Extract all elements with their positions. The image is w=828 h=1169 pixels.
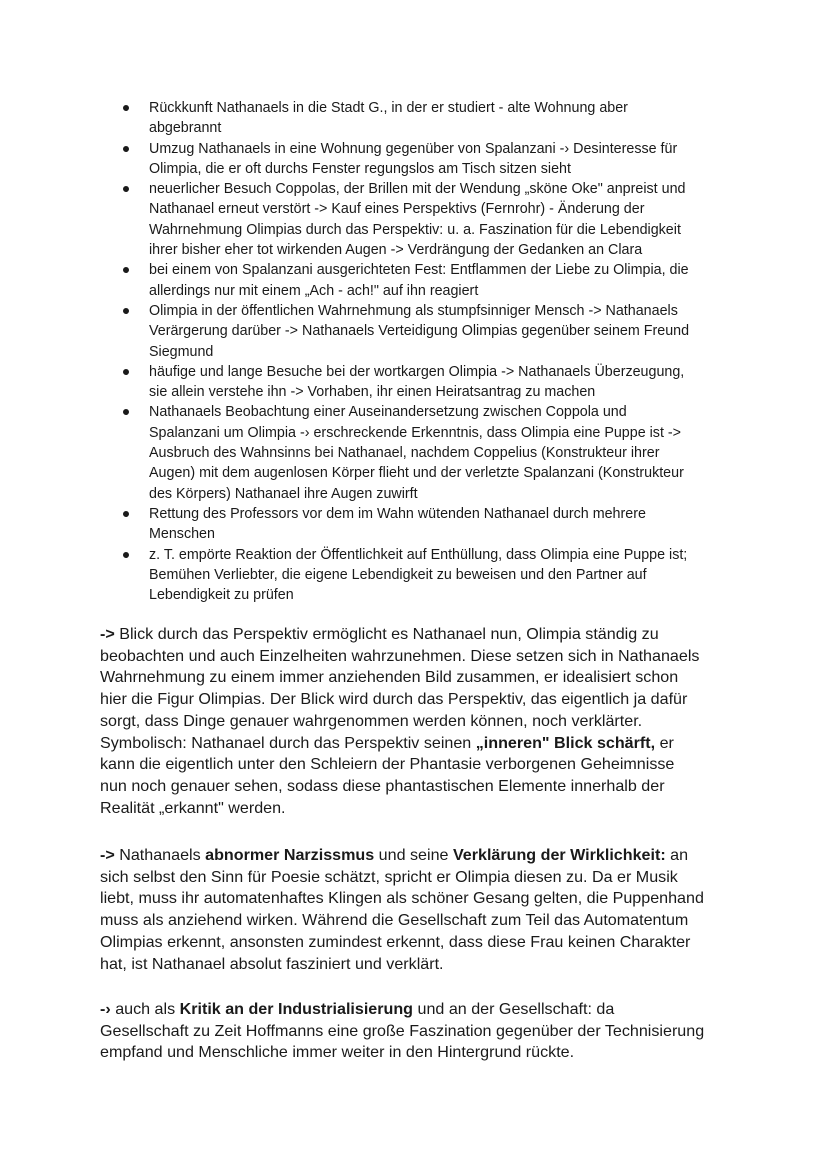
industrialization-paragraph: -› auch als Kritik an der Industrialisierung und an der Gesellschaft: da Gesellschaft zu Zeit Hoffmanns eine große Faszination gegenüber der Technisierung empfand und Menschliche immer weiter in den Hintergrund rückte.: [100, 1000, 705, 1062]
bullet-icon: [123, 308, 129, 314]
list-item: Rettung des Professors vor dem im Wahn wütenden Nathanael durch mehrere Menschen: [120, 504, 740, 545]
list-item: häufige und lange Besuche bei der wortkargen Olimpia -> Nathanaels Überzeugung, sie allein verstehe ihn -> Vorhaben, ihr einen Heiratsantrag zu machen: [120, 362, 740, 403]
list-item: Rückkunft Nathanaels in die Stadt G., in der er studiert - alte Wohnung aber abgebrannt: [120, 98, 740, 139]
bullet-icon: [123, 146, 129, 152]
list-item: z. T. empörte Reaktion der Öffentlichkeit auf Enthüllung, dass Olimpia eine Puppe ist; Bemühen Verliebter, die eigene Lebendigkeit zu beweisen und den Partner auf Lebendigkeit zu prüfen: [120, 545, 740, 606]
bullet-icon: [123, 105, 129, 111]
perspective-paragraph: -> Blick durch das Perspektiv ermöglicht es Nathanael nun, Olimpia ständig zu beobachten und auch Einzelheiten wahrzunehmen. Diese setzen sich in Nathanaels Wahrnehmung zu einem immer anziehenden Bild zusammen, er idealisiert schon hier die Figur Olimpias. Der Blick wird durch das Perspektiv, das eigentlich ja dafür sorgt, dass Dinge genauer wahrgenommen werden können, noch verklärter. Symbolisch: Nathanael durch das Perspektiv seinen „inneren" Blick schärft, er kann die eigentlich unter den Schleiern der Phantasie verborgenen Geheimnisse nun noch genauer sehen, sodass diese phantastischen Elemente innerhalb der Realität „erkannt" werden.: [100, 625, 700, 817]
bullet-icon: [123, 186, 129, 192]
bullet-icon: [123, 409, 129, 415]
plot-summary-list: [120, 98, 740, 605]
list-item: Umzug Nathanaels in eine Wohnung gegenüber von Spalanzani -› Desinteresse für Olimpia, die er oft durchs Fenster regungslos am Tisch sitzen sieht: [120, 139, 740, 180]
bullet-icon: [123, 369, 129, 375]
list-item: bei einem von Spalanzani ausgerichteten Fest: Entflammen der Liebe zu Olimpia, die allerdings nur mit einem „Ach - ach!" auf ihn reagiert: [120, 260, 740, 301]
list-item: Nathanaels Beobachtung einer Auseinandersetzung zwischen Coppola und Spalanzani um Olimpia -› erschreckende Erkenntnis, dass Olimpia eine Puppe ist -> Ausbruch des Wahnsinns bei Nathanael, nachdem Coppelius (Konstrukteur ihrer Augen) mit dem augenlosen Körper flieht und der verletzte Spalanzani (Konstrukteur des Körpers) Nathanael ihre Augen zuwirft: [120, 402, 740, 503]
list-item: Olimpia in der öffentlichen Wahrnehmung als stumpfsinniger Mensch -> Nathanaels Verärgerung darüber -> Nathanaels Verteidigung Olimpias gegenüber seinem Freund Siegmund: [120, 301, 740, 362]
bullet-icon: [123, 552, 129, 558]
bullet-icon: [123, 511, 129, 517]
list-item: neuerlicher Besuch Coppolas, der Brillen mit der Wendung „sköne Oke" anpreist und Nathanael erneut verstört -> Kauf eines Perspektivs (Fernrohr) - Änderung der Wahrnehmung Olimpias durch das Perspektiv: u. a. Faszination für die Lebendigkeit ihrer bisher eher tot wirkenden Augen -> Verdrängung der Gedanken an Clara: [120, 179, 740, 260]
narcissism-paragraph: -> Nathanaels abnormer Narzissmus und seine Verklärung der Wirklichkeit: an sich selbst den Sinn für Poesie schätzt, spricht er Olimpia diesen zu. Da er Musik liebt, muss ihr automatenhaftes Klingen als schöner Gesang gelten, die Puppenhand muss als anziehend wirken. Während die Gesellschaft zum Teil das Automatentum Olimpias erkennt, ansonsten zumindest erkennt, dass diese Frau keinen Charakter hat, ist Nathanael absolut fasziniert und verklärt.: [100, 846, 704, 973]
bullet-icon: [123, 267, 129, 273]
